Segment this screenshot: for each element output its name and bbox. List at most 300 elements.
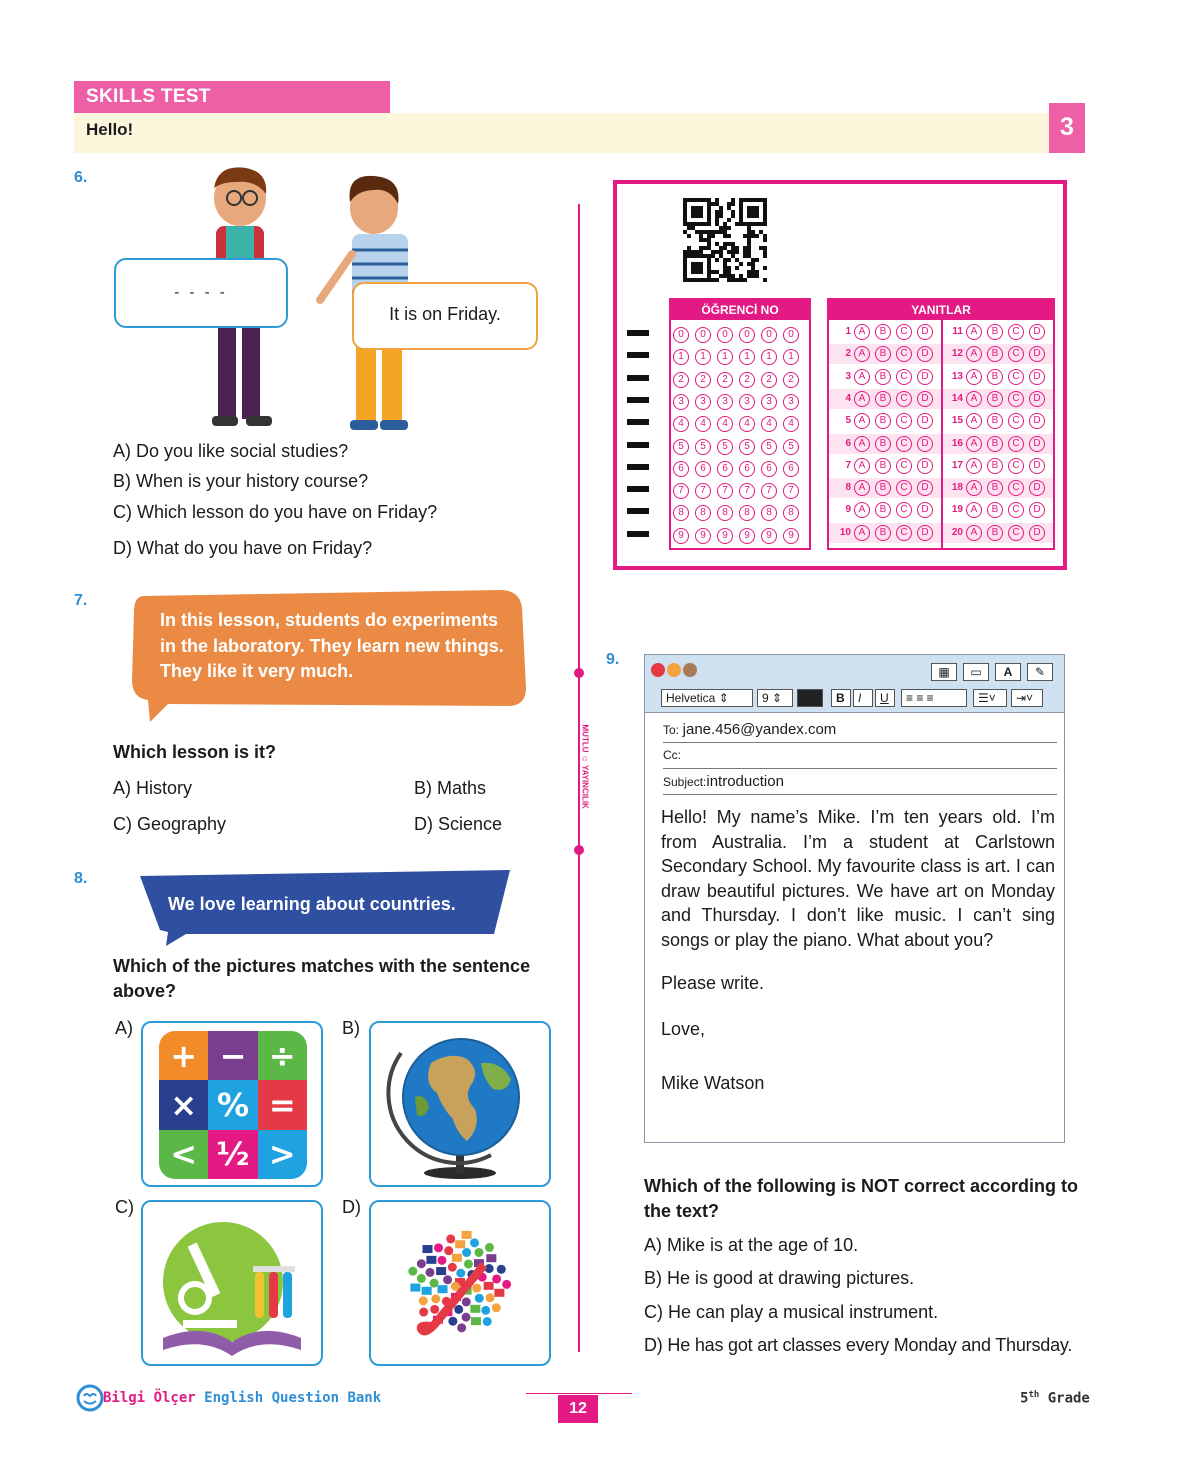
maximize-window-icon[interactable] [683, 663, 697, 677]
qr-module [723, 270, 727, 274]
choice-bubble[interactable]: A [854, 391, 870, 407]
digit-bubble[interactable]: 5 [695, 439, 711, 455]
answer-row [833, 525, 938, 541]
student-number-row [673, 391, 805, 410]
choice-bubble[interactable]: D [917, 480, 933, 496]
choice-bubble[interactable]: C [896, 391, 912, 407]
music-icon [436, 1267, 446, 1275]
question-index-label: 7 [845, 459, 851, 471]
digit-bubble[interactable]: 0 [695, 327, 711, 343]
email-toolbar [645, 655, 1064, 713]
choice-bubble[interactable]: A [966, 324, 982, 340]
question-number-6: 6. [74, 169, 88, 186]
music-icon [446, 1234, 455, 1243]
choice-bubble[interactable]: A [966, 391, 982, 407]
digit-bubble[interactable]: 7 [695, 483, 711, 499]
choice-bubble[interactable]: C [896, 436, 912, 452]
digit-bubble[interactable]: 4 [695, 416, 711, 432]
answer-row [833, 480, 938, 496]
digit-bubble[interactable]: 2 [739, 372, 755, 388]
answer-row [833, 369, 938, 385]
digit-bubble[interactable]: 5 [739, 439, 755, 455]
choice-bubble[interactable]: C [896, 324, 912, 340]
digit-bubble[interactable]: 9 [739, 528, 755, 544]
digit-bubble[interactable]: 1 [783, 349, 799, 365]
choice-bubble[interactable]: B [875, 413, 891, 429]
choice-bubble[interactable]: A [966, 436, 982, 452]
choice-bubble[interactable]: B [875, 502, 891, 518]
email-closing-2: Love, [661, 1019, 706, 1039]
student-number-row [673, 436, 805, 455]
choice-bubble[interactable]: D [917, 436, 933, 452]
choice-bubble[interactable]: A [966, 369, 982, 385]
cc-field[interactable]: Cc: [663, 747, 1057, 769]
choice-bubble[interactable]: D [917, 525, 933, 541]
digit-bubble[interactable]: 5 [761, 439, 777, 455]
digit-bubble[interactable]: 8 [673, 505, 689, 521]
speech-bubble-question: - - - - [114, 258, 288, 328]
digit-bubble[interactable]: 3 [739, 394, 755, 410]
timing-mark [627, 375, 649, 381]
q8-label-a: A) [115, 1018, 133, 1038]
digit-bubble[interactable]: 5 [673, 439, 689, 455]
qr-module [735, 246, 739, 250]
digit-bubble[interactable]: 3 [783, 394, 799, 410]
answers-column-divider [941, 320, 943, 548]
qr-module [723, 274, 727, 278]
choice-bubble[interactable]: B [987, 502, 1003, 518]
qr-module [727, 278, 731, 282]
choice-bubble[interactable]: B [987, 436, 1003, 452]
choice-bubble[interactable]: A [854, 369, 870, 385]
choice-bubble[interactable]: B [875, 480, 891, 496]
music-icon [474, 1248, 483, 1257]
choice-bubble[interactable]: B [987, 413, 1003, 429]
choice-bubble[interactable]: B [987, 458, 1003, 474]
choice-bubble[interactable]: A [966, 413, 982, 429]
q7-option-c[interactable]: C) Geography [113, 814, 227, 834]
close-window-icon[interactable] [651, 663, 665, 677]
choice-bubble[interactable]: A [854, 436, 870, 452]
qr-module [687, 250, 691, 254]
choice-bubble[interactable]: B [987, 369, 1003, 385]
digit-bubble[interactable]: 0 [673, 327, 689, 343]
digit-bubble[interactable]: 1 [761, 349, 777, 365]
math-symbol-tile: × [159, 1080, 208, 1129]
choice-bubble[interactable]: D [917, 502, 933, 518]
q7-option-d[interactable]: D) Science [414, 814, 503, 834]
qr-module [735, 266, 739, 270]
qr-module [731, 214, 735, 218]
music-icon [410, 1284, 420, 1292]
choice-bubble[interactable]: D [917, 458, 933, 474]
timing-mark [627, 531, 649, 537]
digit-bubble[interactable]: 9 [673, 528, 689, 544]
italic-button[interactable]: I [853, 689, 873, 707]
digit-bubble[interactable]: 8 [783, 505, 799, 521]
q9-option-a[interactable]: A) Mike is at the age of 10. [644, 1235, 859, 1255]
question-index-label: 10 [839, 526, 851, 538]
choice-bubble[interactable]: B [987, 346, 1003, 362]
qr-module [719, 246, 723, 250]
music-icon [486, 1254, 496, 1262]
to-field[interactable]: To: jane.456@yandex.com [663, 721, 1057, 743]
qr-module [707, 230, 711, 234]
student-number-row [673, 480, 805, 499]
digit-bubble[interactable]: 4 [717, 416, 733, 432]
digit-bubble[interactable]: 4 [783, 416, 799, 432]
choice-bubble[interactable]: C [1008, 413, 1024, 429]
digit-bubble[interactable]: 7 [717, 483, 733, 499]
choice-bubble[interactable]: B [875, 346, 891, 362]
digit-bubble[interactable]: 6 [761, 461, 777, 477]
q7-option-b[interactable]: B) Maths [414, 778, 487, 798]
math-symbol-tile: + [159, 1031, 208, 1080]
qr-module [731, 242, 735, 246]
student-number-row [673, 346, 805, 365]
choice-bubble[interactable]: C [896, 502, 912, 518]
speech-text-q7: In this lesson, students do experiments in the laboratory. They learn new things. They like it very much. [160, 610, 504, 681]
digit-bubble[interactable]: 7 [673, 483, 689, 499]
choice-bubble[interactable]: B [987, 391, 1003, 407]
qr-module [763, 238, 767, 242]
math-symbol-tile: ÷ [258, 1031, 307, 1080]
choice-bubble[interactable]: C [1008, 502, 1024, 518]
music-icon [422, 1245, 432, 1253]
digit-bubble[interactable]: 2 [717, 372, 733, 388]
digit-bubble[interactable]: 1 [739, 349, 755, 365]
music-icon [486, 1293, 495, 1302]
q6-option-a[interactable]: A) Do you like social studies? [113, 441, 349, 461]
qr-module [691, 226, 695, 230]
qr-module [751, 270, 755, 274]
choice-bubble[interactable]: B [987, 525, 1003, 541]
digit-bubble[interactable]: 4 [761, 416, 777, 432]
qr-module [715, 242, 719, 246]
qr-module [699, 250, 703, 254]
student-number-row [673, 525, 805, 544]
digit-bubble[interactable]: 7 [783, 483, 799, 499]
answers-panel [827, 298, 1055, 550]
question-index-label: 20 [951, 526, 963, 538]
qr-module [747, 270, 751, 274]
qr-module [719, 274, 723, 278]
align-buttons[interactable]: ≡ ≡ ≡ [901, 689, 967, 707]
digit-bubble[interactable]: 8 [739, 505, 755, 521]
student-number-row [673, 502, 805, 521]
music-icon [437, 1256, 446, 1265]
music-icon [430, 1279, 439, 1288]
choice-bubble[interactable]: A [854, 480, 870, 496]
digit-bubble[interactable]: 3 [695, 394, 711, 410]
choice-bubble[interactable]: D [1029, 436, 1045, 452]
calculator-icon[interactable]: ▦ [931, 663, 957, 681]
qr-module [747, 254, 751, 258]
digit-bubble[interactable]: 5 [717, 439, 733, 455]
digit-bubble[interactable]: 1 [695, 349, 711, 365]
minimize-window-icon[interactable] [667, 663, 681, 677]
choice-bubble[interactable]: C [1008, 324, 1024, 340]
digit-bubble[interactable]: 6 [717, 461, 733, 477]
digit-bubble[interactable]: 9 [761, 528, 777, 544]
choice-bubble[interactable]: A [854, 525, 870, 541]
qr-module [731, 246, 735, 250]
choice-bubble[interactable]: B [875, 436, 891, 452]
font-style-button[interactable]: A [995, 663, 1021, 681]
font-select[interactable]: Helvetica ⇕ [661, 689, 753, 707]
qr-module [743, 250, 747, 254]
picture-option-c[interactable] [141, 1200, 323, 1366]
footer-rule [526, 1393, 632, 1394]
digit-bubble[interactable]: 3 [673, 394, 689, 410]
choice-bubble[interactable]: A [966, 502, 982, 518]
qr-module [731, 278, 735, 282]
qr-module [743, 246, 747, 250]
qr-module [687, 234, 691, 238]
qr-module [711, 234, 715, 238]
question-index-label: 14 [951, 392, 963, 404]
q9-option-b[interactable]: B) He is good at drawing pictures. [644, 1268, 915, 1288]
q7-option-a[interactable]: A) History [113, 778, 193, 798]
digit-bubble[interactable]: 6 [739, 461, 755, 477]
choice-bubble[interactable]: D [1029, 346, 1045, 362]
digit-bubble[interactable]: 2 [695, 372, 711, 388]
choice-bubble[interactable]: B [875, 391, 891, 407]
question-number-8: 8. [74, 870, 88, 887]
choice-bubble[interactable]: C [1008, 458, 1024, 474]
choice-bubble[interactable]: A [854, 346, 870, 362]
choice-bubble[interactable]: B [987, 480, 1003, 496]
digit-bubble[interactable]: 3 [761, 394, 777, 410]
choice-bubble[interactable]: D [1029, 413, 1045, 429]
student-number-row [673, 369, 805, 388]
choice-bubble[interactable]: A [854, 502, 870, 518]
digit-bubble[interactable]: 0 [717, 327, 733, 343]
music-icon [455, 1240, 465, 1248]
color-swatch[interactable] [797, 689, 823, 707]
music-icon [430, 1305, 439, 1314]
student-number-row [673, 413, 805, 432]
question-index-label: 17 [951, 459, 963, 471]
choice-bubble[interactable]: D [917, 391, 933, 407]
digit-bubble[interactable]: 9 [717, 528, 733, 544]
music-icon [485, 1243, 494, 1252]
qr-module [707, 246, 711, 250]
q9-option-c[interactable]: C) He can play a musical instrument. [644, 1302, 939, 1322]
underline-button[interactable]: U [875, 689, 895, 707]
qr-module [715, 210, 719, 214]
qr-module [727, 258, 731, 262]
music-icon [472, 1284, 481, 1293]
answer-row [833, 502, 938, 518]
choice-bubble[interactable]: B [875, 369, 891, 385]
bold-button[interactable]: B [831, 689, 851, 707]
math-symbol-tile: − [208, 1031, 257, 1080]
digit-bubble[interactable]: 4 [673, 416, 689, 432]
choice-bubble[interactable]: C [896, 480, 912, 496]
qr-module [695, 250, 699, 254]
choice-bubble[interactable]: D [1029, 502, 1045, 518]
choice-bubble[interactable]: C [1008, 480, 1024, 496]
digit-bubble[interactable]: 5 [783, 439, 799, 455]
qr-module [731, 254, 735, 258]
digit-bubble[interactable]: 7 [739, 483, 755, 499]
digit-bubble[interactable]: 0 [783, 327, 799, 343]
qr-module [727, 274, 731, 278]
timing-mark [627, 464, 649, 470]
qr-module [715, 278, 719, 282]
digit-bubble[interactable]: 9 [783, 528, 799, 544]
choice-bubble[interactable]: C [1008, 525, 1024, 541]
qr-module [711, 270, 715, 274]
digit-bubble[interactable]: 7 [761, 483, 777, 499]
answer-row [945, 413, 1050, 429]
question-index-label: 5 [845, 415, 851, 427]
picture-option-a[interactable] [141, 1021, 323, 1187]
music-icon [492, 1274, 501, 1283]
publisher-logo-icon [76, 1384, 104, 1412]
window-icon[interactable]: ▭ [963, 663, 989, 681]
qr-module [691, 206, 703, 218]
choice-bubble[interactable]: B [875, 324, 891, 340]
music-icon [462, 1231, 472, 1239]
choice-bubble[interactable]: A [966, 346, 982, 362]
choice-bubble[interactable]: D [1029, 480, 1045, 496]
qr-module [727, 206, 731, 210]
question-index-label: 1 [845, 326, 851, 337]
qr-module [755, 258, 759, 262]
choice-bubble[interactable]: C [1008, 346, 1024, 362]
choice-bubble[interactable]: C [896, 525, 912, 541]
font-size-select[interactable]: 9 ⇕ [757, 689, 793, 707]
choice-bubble[interactable]: A [854, 458, 870, 474]
choice-bubble[interactable]: B [875, 458, 891, 474]
music-icon [462, 1297, 471, 1306]
music-instruments-image [371, 1202, 549, 1364]
choice-bubble[interactable]: D [1029, 324, 1045, 340]
divider-dot-top [574, 668, 584, 678]
choice-bubble[interactable]: C [896, 458, 912, 474]
digit-bubble[interactable]: 0 [739, 327, 755, 343]
list-button[interactable]: ☰˅ [973, 689, 1007, 707]
choice-bubble[interactable]: D [917, 346, 933, 362]
question-index-label: 12 [951, 348, 963, 360]
music-icon [481, 1306, 490, 1315]
choice-bubble[interactable]: C [896, 346, 912, 362]
subject-field[interactable]: Subject:introduction [663, 773, 1057, 795]
digit-bubble[interactable]: 2 [783, 372, 799, 388]
choice-bubble[interactable]: D [917, 413, 933, 429]
music-icon [494, 1289, 504, 1297]
question-index-label: 6 [845, 437, 851, 449]
digit-bubble[interactable]: 0 [761, 327, 777, 343]
qr-module [727, 226, 731, 230]
qr-module [731, 274, 735, 278]
music-icon [462, 1248, 471, 1257]
qr-module [755, 234, 759, 238]
digit-bubble[interactable]: 3 [717, 394, 733, 410]
digit-bubble[interactable]: 8 [695, 505, 711, 521]
qr-module [747, 234, 751, 238]
answer-row [833, 458, 938, 474]
digit-bubble[interactable]: 9 [695, 528, 711, 544]
digit-bubble[interactable]: 8 [761, 505, 777, 521]
indent-button[interactable]: ⇥˅ [1011, 689, 1043, 707]
choice-bubble[interactable]: A [854, 324, 870, 340]
paperclip-icon[interactable]: ✎ [1027, 663, 1053, 681]
digit-bubble[interactable]: 6 [695, 461, 711, 477]
answer-row [945, 436, 1050, 452]
choice-bubble[interactable]: D [917, 324, 933, 340]
question-index-label: 11 [952, 326, 963, 337]
qr-module [727, 218, 731, 222]
digit-bubble[interactable]: 1 [717, 349, 733, 365]
speech-text-q8: We love learning about countries. [168, 894, 456, 914]
choice-bubble[interactable]: D [1029, 458, 1045, 474]
choice-bubble[interactable]: C [1008, 391, 1024, 407]
choice-bubble[interactable]: D [1029, 525, 1045, 541]
publisher-vertical-label: MUTLU ☺ YAYINCILIK [580, 724, 590, 809]
qr-module [719, 226, 723, 230]
timing-mark [627, 442, 649, 448]
digit-bubble[interactable]: 6 [783, 461, 799, 477]
music-icon [462, 1313, 471, 1322]
qr-module [747, 226, 751, 230]
email-body[interactable]: Hello! My name’s Mike. I’m ten years old. I’m from Australia. I’m a student at Carlstown Secondary School. My favourite class is art. I can draw beautiful pictures. We have art on Monday and Thursday. I don’t like music. I can’t sing songs or play the piano. What about you? [661, 807, 1055, 950]
choice-bubble[interactable]: D [917, 369, 933, 385]
digit-bubble[interactable]: 6 [673, 461, 689, 477]
digit-bubble[interactable]: 4 [739, 416, 755, 432]
qr-module [747, 246, 751, 250]
qr-module [751, 258, 755, 262]
picture-option-d[interactable] [369, 1200, 551, 1366]
digit-bubble[interactable]: 2 [761, 372, 777, 388]
digit-bubble[interactable]: 8 [717, 505, 733, 521]
qr-module [727, 250, 731, 254]
choice-bubble[interactable]: B [875, 525, 891, 541]
question-index-label: 8 [845, 482, 851, 494]
qr-module [719, 214, 723, 218]
qr-module [723, 242, 727, 246]
q6-option-c[interactable]: C) Which lesson do you have on Friday? [113, 502, 438, 522]
choice-bubble[interactable]: B [987, 324, 1003, 340]
choice-bubble[interactable]: A [966, 480, 982, 496]
digit-bubble[interactable]: 2 [673, 372, 689, 388]
choice-bubble[interactable]: C [896, 413, 912, 429]
choice-bubble[interactable]: D [1029, 369, 1045, 385]
choice-bubble[interactable]: C [1008, 436, 1024, 452]
footer-brand: Bilgi Ölçer English Question Bank [103, 1390, 382, 1406]
qr-module [743, 254, 747, 258]
choice-bubble[interactable]: A [854, 413, 870, 429]
picture-option-b[interactable] [369, 1021, 551, 1187]
q7-question: Which lesson is it? [113, 742, 277, 762]
choice-bubble[interactable]: A [966, 525, 982, 541]
choice-bubble[interactable]: A [966, 458, 982, 474]
music-icon [475, 1294, 484, 1303]
q6-option-b[interactable]: B) When is your history course? [113, 471, 369, 491]
qr-module [731, 250, 735, 254]
qr-module [711, 202, 715, 206]
student-number-row [673, 458, 805, 477]
q6-option-d[interactable]: D) What do you have on Friday? [113, 538, 373, 558]
q9-option-d[interactable]: D) He has got art classes every Monday and Thursday. [644, 1335, 1073, 1355]
digit-bubble[interactable]: 1 [673, 349, 689, 365]
choice-bubble[interactable]: C [1008, 369, 1024, 385]
choice-bubble[interactable]: C [896, 369, 912, 385]
choice-bubble[interactable]: D [1029, 391, 1045, 407]
qr-module [723, 226, 727, 230]
